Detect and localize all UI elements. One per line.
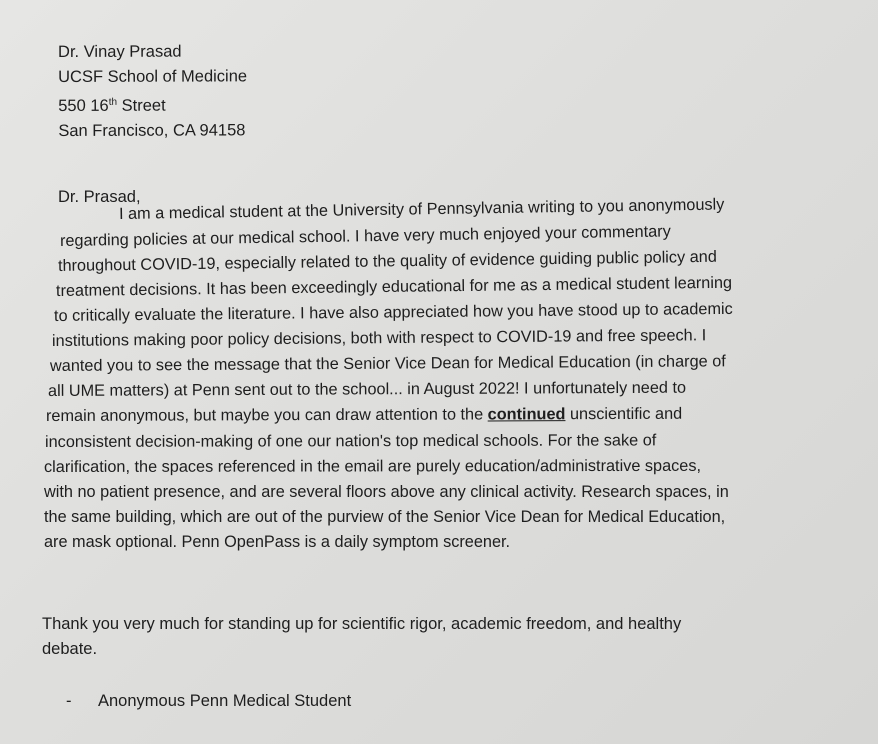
body-line: wanted you to see the message that the Senior Vice Dean for Medical Education (in charge of [49,352,726,375]
body-line [46,405,682,426]
emphasis-tail: unscientific and [565,404,683,424]
recipient-street [58,89,247,119]
body-line: treatment decisions. It has been exceedingly educational for me as a medical student learning [55,273,733,300]
signature-text: Anonymous Penn Medical Student [98,692,352,710]
body-line-text: remain anonymous, but maybe you can draw attention to the [45,405,488,425]
recipient-name: Dr. Vinay Prasad [58,42,182,61]
closing-line: Thank you very much for standing up for scientific rigor, academic freedom, and healthy [42,615,682,633]
body-line: clarification, the spaces referenced in the email are purely education/administrative spaces, [43,456,702,476]
body-line: institutions making poor policy decisions, both with respect to COVID-19 and free speech. I [51,326,707,350]
signoff-dash: - [66,692,72,710]
street-suffix: th [108,96,118,108]
body-line: regarding policies at our medical school. I have very much enjoyed your commentary [59,222,671,250]
body-line: the same building, which are out of the purview of the Senior Vice Dean for Medical Education, [44,508,726,526]
closing-paragraph [42,612,832,662]
street-number: 550 16 [58,96,109,115]
signature-line [66,692,351,711]
recipient-institution: UCSF School of Medicine [58,67,248,86]
body-line: are mask optional. Penn OpenPass is a daily symptom screener. [44,533,511,551]
street-name: Street [117,96,166,115]
salutation: Dr. Prasad, [58,188,141,206]
emphasis-word: continued [487,405,566,424]
body-line: throughout COVID-19, especially related to the quality of evidence guiding public policy and [57,247,717,275]
recipient-city: San Francisco, CA 94158 [58,121,246,140]
closing-line: debate. [42,640,98,658]
recipient-address [58,39,247,144]
body-line: inconsistent decision-making of one our nation's top medical schools. For the sake of [44,431,657,451]
body-line: to critically evaluate the literature. I have also appreciated how you have stood up to academic [53,299,733,325]
body-line: all UME matters) at Penn sent out to the school... in August 2022! I unfortunately need to [47,378,687,400]
body-line: with no patient presence, and are several floors above any clinical activity. Research spaces, in [44,483,729,501]
body-line: I am a medical student at the University of Pennsylvania writing to you anonymously [118,195,725,223]
